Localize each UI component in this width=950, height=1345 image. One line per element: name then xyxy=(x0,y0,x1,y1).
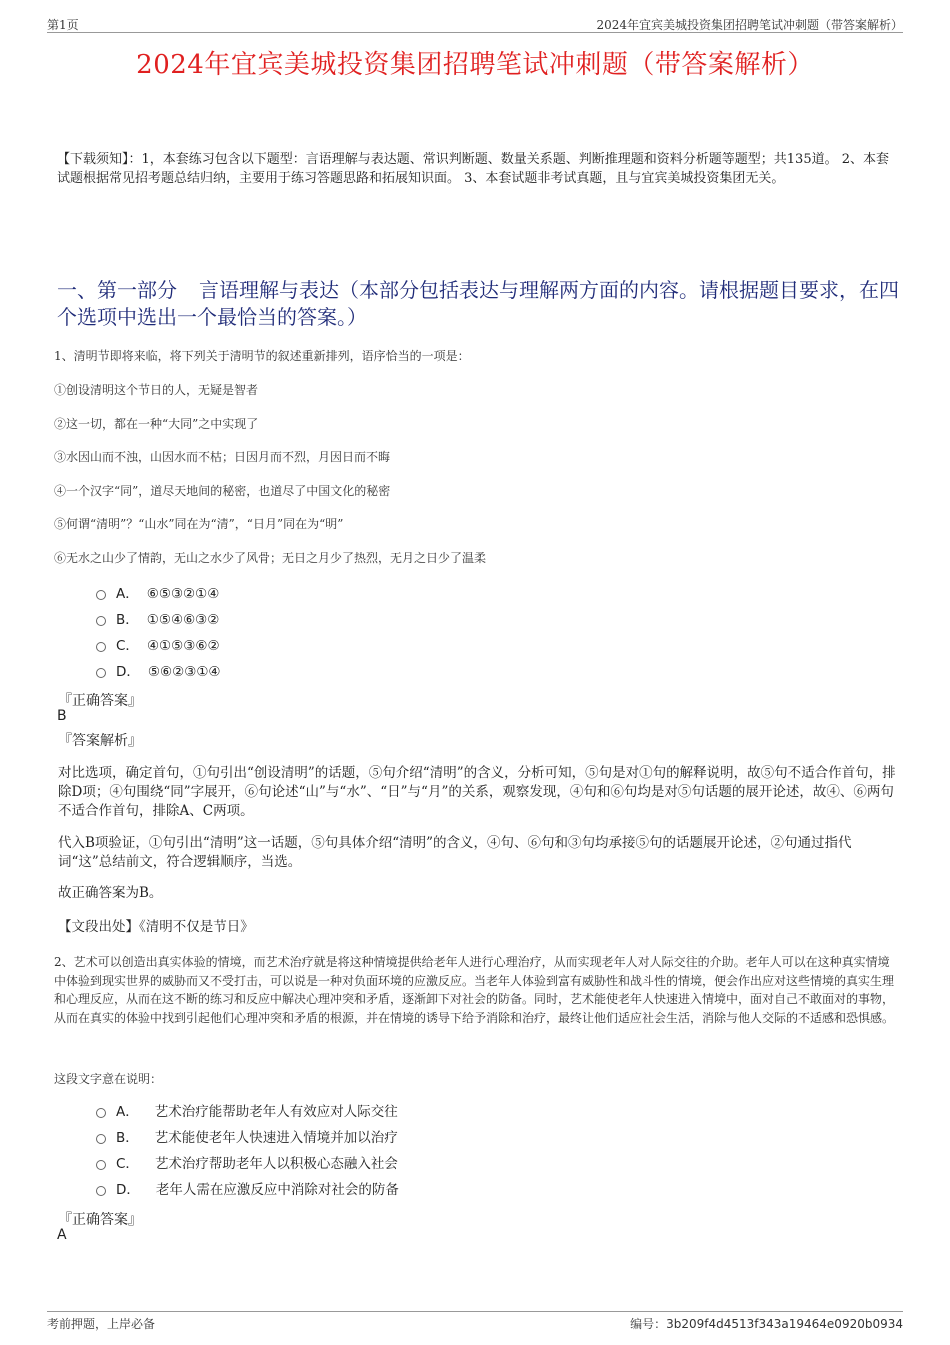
radio-icon[interactable] xyxy=(96,642,106,652)
page-title: 2024年宜宾美城投资集团招聘笔试冲刺题（带答案解析） xyxy=(136,50,814,80)
q2-options xyxy=(96,1099,399,1203)
q1-source: 【文段出处】《清明不仅是节日》 xyxy=(58,919,254,935)
q1-sentence-6: ⑥无水之山少了情韵，无山之水少了风骨；无日之月少了热烈，无月之日少了温柔 xyxy=(54,551,487,565)
radio-icon[interactable] xyxy=(96,1186,106,1196)
page-header xyxy=(47,14,903,33)
radio-icon[interactable] xyxy=(96,616,106,626)
q1-answer: B xyxy=(57,708,67,724)
radio-icon[interactable] xyxy=(96,668,106,678)
q1-sentence-4: ④一个汉字“同”，道尽天地间的秘密，也道尽了中国文化的秘密 xyxy=(54,484,391,498)
q1-sentence-2: ②这一切，都在一种“大同”之中实现了 xyxy=(54,417,259,431)
section-heading xyxy=(57,277,899,331)
q1-analysis-paragraph: 代入B项验证，①句引出“清明”这一话题，⑤句具体介绍“清明”的含义，④句、⑥句和③句均承接⑤句的话题展开论述，②句通过指代词“这”总结前文，符合逻辑顺序，当选。 xyxy=(58,835,852,870)
q1-analysis-paragraph: 对比选项，确定首句，①句引出“创设清明”的话题，⑤句介绍“清明”的含义，分析可知，⑤句是对①句的解释说明，故⑤句不适合作首句，排除D项；④句围绕“同”字展开，⑥句论述“山”与“水”、“日”与“月”的关系，观察发现，④句和⑥句均是对⑤句话题的展开论述，故④、⑥两句不适合作首句，排除A、C两项。 xyxy=(58,765,896,819)
q1-option-b[interactable]: B． ①⑤④⑥③② xyxy=(96,607,221,633)
q2-question: 这段文字意在说明： xyxy=(54,1072,163,1086)
q2-answer-label: 『正确答案』 xyxy=(58,1212,142,1228)
q2-option-d[interactable]: D． 老年人需在应激反应中消除对社会的防备 xyxy=(96,1177,399,1203)
radio-icon[interactable] xyxy=(96,590,106,600)
q1-option-a[interactable]: A． ⑥⑤③②①④ xyxy=(96,581,221,607)
header-doc-title: 2024年宜宾美城投资集团招聘笔试冲刺题（带答案解析） xyxy=(596,18,903,32)
q1-sentence-3: ③水因山而不浊，山因水而不枯；日因月而不烈，月因日而不晦 xyxy=(54,450,391,464)
q2-option-a[interactable]: A． 艺术治疗能帮助老年人有效应对人际交往 xyxy=(96,1099,399,1125)
radio-icon[interactable] xyxy=(96,1108,106,1118)
footer-slogan: 考前押题，上岸必备 xyxy=(47,1317,156,1331)
q2-stem: 2、艺术可以创造出真实体验的情境，而艺术治疗就是将这种情境提供给老年人进行心理治疗，从而实现老年人对人际交往的介助。老年人可以在这种真实情境中体验到现实世界的威胁而又不受打击，可以说是一种对负面环境的应激反应。当老年人体验到富有威胁性和战斗性的情境，便会作出应对这些情境的真实生理和心理反应，从而在这不断的练习和反应中解决心理冲突和矛盾，逐渐卸下对社会的防备。同时，艺术能使老年人快速进入情境中，面对自己不敢面对的事物，从而在真实的体验中找到引起他们心理冲突和矛盾的根源，并在情境的诱导下给予消除和治疗，最终让他们适应社会生活，消除与他人交际的不适感和恐惧感。 xyxy=(54,955,895,1025)
q1-analysis-label: 『答案解析』 xyxy=(58,733,142,749)
section-title: 言语理解与表达（本部分包括表达与理解两方面的内容。请根据题目要求，在四个选项中选出一个最恰当的答案。） xyxy=(57,278,899,329)
q1-option-c[interactable]: C． ④①⑤③⑥② xyxy=(96,633,221,659)
section-number: 一、第一部分 xyxy=(57,278,177,302)
radio-icon[interactable] xyxy=(96,1134,106,1144)
download-notice: 【下载须知】：1，本套练习包含以下题型：言语理解与表达题、常识判断题、数量关系题、判断推理题和资料分析题等题型；共135道。 2、本套试题根据常见招考题总结归纳，主要用于练习答题思路和拓展知识面。 3、本套试题非考试真题，且与宜宾美城投资集团无关。 xyxy=(57,152,889,186)
q1-sentence-5: ⑤何谓“清明”？“山水”同在为“清”，“日月”同在为“明” xyxy=(54,517,344,531)
q1-stem: 1、清明节即将来临，将下列关于清明节的叙述重新排列，语序恰当的一项是： xyxy=(54,349,470,363)
q1-option-d[interactable]: D． ⑤⑥②③①④ xyxy=(96,659,221,685)
q1-sentence-1: ①创设清明这个节日的人，无疑是智者 xyxy=(54,383,259,397)
radio-icon[interactable] xyxy=(96,1160,106,1170)
q1-answer-label: 『正确答案』 xyxy=(58,693,142,709)
footer-code: 编号：3b209f4d4513f343a19464e0920b0934 xyxy=(630,1317,903,1331)
q1-options xyxy=(96,581,221,685)
q2-option-c[interactable]: C． 艺术治疗帮助老年人以积极心态融入社会 xyxy=(96,1151,399,1177)
q2-answer: A xyxy=(57,1227,67,1243)
q1-analysis-conclusion: 故正确答案为B。 xyxy=(58,885,163,901)
page-footer xyxy=(47,1311,903,1331)
q2-option-b[interactable]: B． 艺术能使老年人快速进入情境并加以治疗 xyxy=(96,1125,399,1151)
page-number: 第1页 xyxy=(47,18,79,32)
